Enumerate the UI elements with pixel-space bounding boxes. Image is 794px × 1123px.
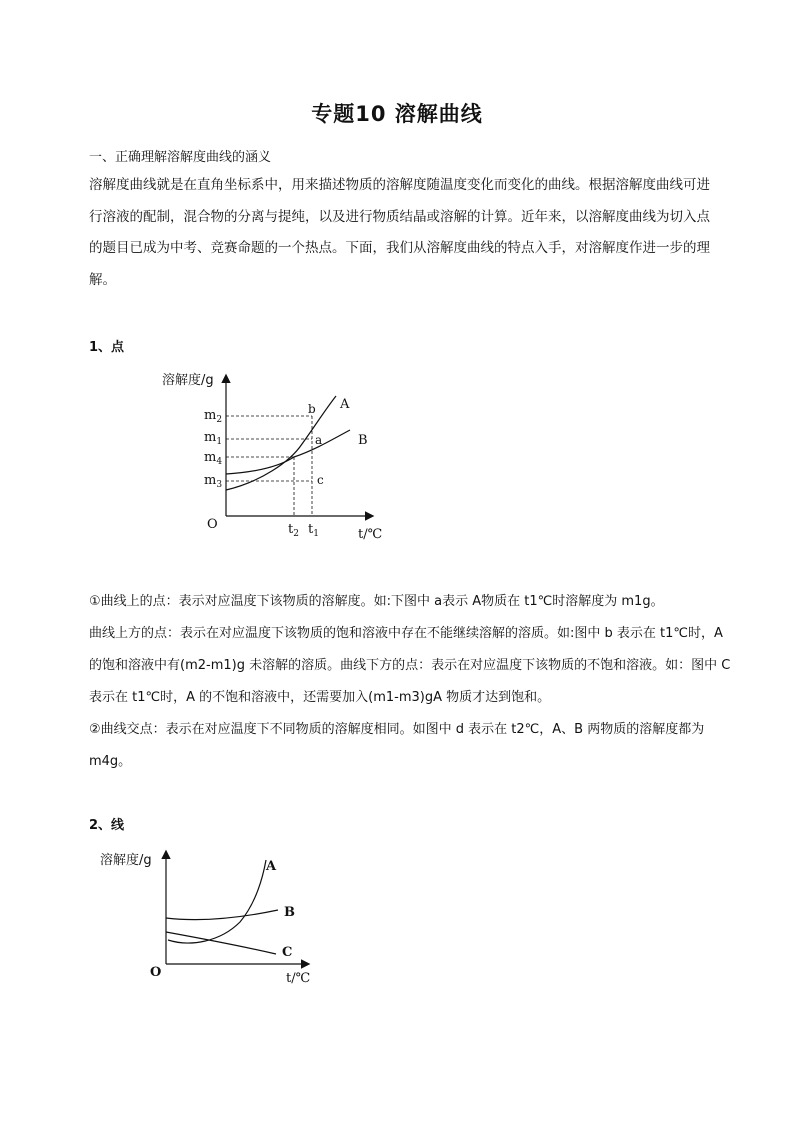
label-m1: $m_1$ <box>204 430 223 447</box>
x-axis-label: t/℃ <box>286 971 311 986</box>
label-m3: $m_3$ <box>204 473 223 490</box>
label-point-a: a <box>315 433 323 447</box>
origin-label: O <box>150 965 162 980</box>
section-heading: 一、正确理解溶解度曲线的涵义 <box>89 150 272 165</box>
label-point-c: c <box>317 473 324 487</box>
x-axis-label: t/℃ <box>358 527 383 542</box>
origin-label: O <box>207 517 218 532</box>
heading-points: 1、点 <box>89 340 125 355</box>
label-point-b: b <box>308 402 316 416</box>
label-curve-B: B <box>284 905 295 920</box>
y-axis-label: 溶解度/g <box>100 853 152 868</box>
curve-A <box>168 860 266 943</box>
curve-B <box>226 430 350 474</box>
label-curve-A: A <box>266 859 277 874</box>
curve-B <box>166 910 278 920</box>
label-t1: $t_1$ <box>308 522 319 539</box>
solubility-figure-points <box>150 362 390 552</box>
y-axis-label: 溶解度/g <box>162 373 214 388</box>
label-m4: $m_4$ <box>204 450 223 467</box>
label-curve-A: A <box>340 397 350 412</box>
label-curve-B: B <box>358 433 368 448</box>
point-paragraph-3: ②曲线交点：表示在对应温度下不同物质的溶解度相同。如图中 d 表示在 t2℃，A、B 两物质的溶解度都为 m4g。 <box>89 722 705 769</box>
heading-lines: 2、线 <box>89 818 125 833</box>
label-m2: $m_2$ <box>204 408 223 425</box>
intro-paragraph: 溶解度曲线就是在直角坐标系中，用来描述物质的溶解度随温度变化而变化的曲线。根据溶解度曲线可进行溶液的配制，混合物的分离与提纯，以及进行物质结晶或溶解的计算。近年来，以溶解度曲线为切入点的题目已成为中考、竞赛命题的一个热点。下面，我们从溶解度曲线的特点入手，对溶解度作进一步的理解。 <box>89 177 710 288</box>
solubility-figure-lines <box>90 842 330 992</box>
page-title: 专题10 溶解曲线 <box>311 102 483 126</box>
point-paragraph-2: 曲线上方的点：表示在对应温度下该物质的饱和溶液中存在不能继续溶解的溶质。如:图中 b 表示在 t1℃时，A 的饱和溶液中有(m2-m1)g 未溶解的溶质。曲线下方的点：表示在对应温度下该物质的不饱和溶液。如：图中 C 表示在 t1℃时，A 的不饱和溶液中，还需要加入(m1-m3)gA 物质才达到饱和。 <box>89 626 731 705</box>
point-paragraph-1: ①曲线上的点：表示对应温度下该物质的溶解度。如:下图中 a表示 A物质在 t1℃时溶解度为 m1g。 <box>89 594 664 609</box>
label-curve-C: C <box>282 945 293 960</box>
label-t2: $t_2$ <box>288 522 299 539</box>
